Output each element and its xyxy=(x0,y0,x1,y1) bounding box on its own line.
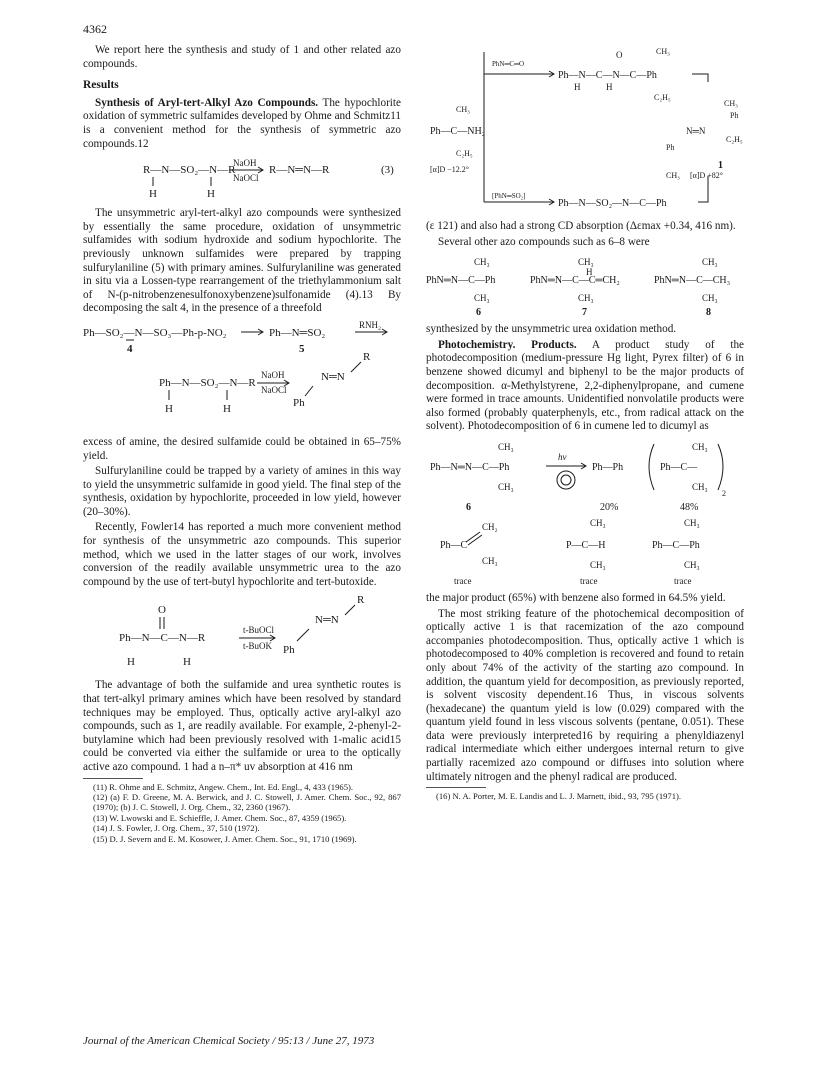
amine-ch3: CH₃ xyxy=(456,105,470,114)
scheme-1-synthesis xyxy=(426,44,744,216)
footnote-15: (15) D. J. Severn and E. M. Kosower, J. Amer. Chem. Soc., 91, 1710 (1969). xyxy=(93,833,357,844)
scheme-sulfurylaniline xyxy=(83,320,401,432)
urea-oxidation-scheme xyxy=(83,593,401,675)
photo-ch3-bot: CH₃ xyxy=(498,481,514,492)
footnote-16: (16) N. A. Porter, M. E. Landis and L. J. Marnett, ibid., 93, 795 (1971). xyxy=(436,791,682,802)
trace3-ch3-top: CH₃ xyxy=(684,517,700,528)
amine-c2h5: C₂H₅ xyxy=(456,149,473,158)
dicumyl-sub2: 2 xyxy=(722,488,726,498)
label-8: 8 xyxy=(706,307,711,319)
yield-dicumyl: 48% xyxy=(680,501,699,513)
synthesis-text: The hypochlorite oxidation of symmetric sulfamides developed by Ohme and Schmitz11 is a convenient method for the synthesis of symmetric azo compounds.12 xyxy=(83,96,401,150)
eq3-reactant: R—N—SO₂—N—R xyxy=(143,164,236,177)
scheme-h1: H xyxy=(165,402,173,415)
photolysis-scheme xyxy=(426,438,744,588)
scheme1-urea: Ph—N—C—N—C—Ph xyxy=(558,70,657,81)
dicumyl-ch3-bot: CH₃ xyxy=(692,481,708,492)
eq3-naocl: NaOCl xyxy=(233,173,259,184)
trace2-ch3-bot: CH₃ xyxy=(590,559,606,570)
footnote-12: (12) (a) F. D. Greene, M. A. Berwick, and J. C. Stowell, J. Amer. Chem. Soc., 92, 867 (1970); (b) J. C. Stowell, J. Org. Chem., 32, 2360 (1967). xyxy=(93,792,401,813)
dicumyl-yield-paragraph: the major product (65%) with benzene also formed in 64.5% yield. xyxy=(426,591,726,604)
photochem-text: A product study of the photodecomposition (medium-pressure Hg light, Pyrex filter) of 6 in benzene showed dicumyl and biphenyl to be the major products of decomposition. α-Methylstyrene, 2,2-diphenylpropane, and cumene were formed in trace amounts. Unidentified nonvolatile products were also formed (probably quaterphenyls, etc., from radical attack on the solvent). Photodecomposition of 6 in cumene led to dicumyl as xyxy=(426,338,745,433)
scheme1-sulfamide: Ph—N—SO₂—N—C—Ph xyxy=(558,198,667,209)
scheme1-amine: Ph—C—NH₂ xyxy=(430,126,486,137)
compound-8: PhN═N—C—CH₃ xyxy=(654,275,731,287)
scheme1-azo: N═N xyxy=(686,126,706,136)
urea-ch3: CH₃ xyxy=(656,47,670,56)
results-heading: Results xyxy=(83,79,119,92)
label-7: 7 xyxy=(582,307,587,319)
reagent-phnco: PhN═C═O xyxy=(492,60,525,68)
synthesis-paragraph xyxy=(83,97,401,151)
trace1-ch3: CH₃ xyxy=(482,555,498,566)
synthesis-subheading: Synthesis of Aryl-tert-Alkyl Azo Compounds. xyxy=(95,96,319,109)
urea-r: R xyxy=(357,594,365,607)
footnote-13: (13) W. Lwowski and E. Schieffle, J. Amer. Chem. Soc., 87, 4359 (1965). xyxy=(93,812,347,823)
trace2-ch3-top: CH₃ xyxy=(590,517,606,528)
azo-ch3: CH₃ xyxy=(724,99,738,108)
equation-3 xyxy=(83,155,401,203)
label-4: 4 xyxy=(127,342,133,355)
right-column xyxy=(426,44,744,802)
fowler-paragraph: Recently, Fowler14 has reported a much more convenient method for synthesis of the unsymmetric azo compounds. This superior method, which we used in the latter stages of our work, involves conversion of the readily available unsymmetric urea to the azo compound by the use of tert-butyl hypochlorite and tert-butoxide. xyxy=(83,521,401,588)
urea-structure: Ph—N—C—N—R xyxy=(119,632,206,645)
page-number: 4362 xyxy=(83,22,107,36)
scheme-h2: H xyxy=(223,402,231,415)
photo-hv: hν xyxy=(558,451,567,462)
azo-c2h5: C₂H₅ xyxy=(726,135,743,144)
urea-h2: H xyxy=(183,656,191,669)
photo-dicumyl: Ph—C— xyxy=(660,461,698,473)
urea-tbuok: t-BuOK xyxy=(243,641,272,652)
racemization-paragraph: The most striking feature of the photochemical decomposition of optically active 1 is that racemization of the azo compound accompanies photodecomposition. Thus, optically active 1 which is photodecomposed to 40% completion is recovered and found to retain only about 74% of the activity of the starting azo compound. In addition, the quantum yield for decomposition, as previously reported, is solvent viscosity dependent.16 Thus, in viscous solvents (hexadecane) the quantum yield is low (0.029) compared with the quantum yield found in less viscous solvents (pentane, 0.051). These data were previously interpreted16 by requiring a phenyldiazenyl radical intermediate which either undergoes internal return to give partially racemized azo compound or diffuses into solution where ultimately nitrogen and the phenyl radical are produced. xyxy=(426,607,744,783)
photo-biphenyl: Ph—Ph xyxy=(592,461,624,473)
photochem-paragraph xyxy=(426,339,744,434)
alpha-azo: [α]D +82° xyxy=(690,171,724,180)
c7-ch3-top: CH₃ xyxy=(578,257,594,268)
compound-7: PhN═N—C—C═CH₂ xyxy=(530,275,620,287)
yield-biphenyl: 20% xyxy=(600,501,619,513)
footnote-11: (11) R. Ohme and E. Schmitz, Angew. Chem., Int. Ed. Engl., 4, 433 (1965). xyxy=(93,781,354,792)
urea-o: O xyxy=(158,604,166,617)
dicumyl-ch3-top: CH₃ xyxy=(692,441,708,452)
urea-azo: N═N xyxy=(315,614,339,627)
cd-paragraph: (ε 121) and also had a strong CD absorption (Δεmax +0.34, 416 nm). xyxy=(426,220,736,232)
compound-6: PhN═N—C—Ph xyxy=(426,275,496,287)
footnotes-left xyxy=(83,782,401,844)
trace-label-3: trace xyxy=(674,575,692,586)
c8-ch3-top: CH₃ xyxy=(702,257,718,268)
trace-label-1: trace xyxy=(454,575,472,586)
scheme-azo-r: R xyxy=(363,350,371,363)
scheme-sulfurylaniline-5: Ph—N═SO₂ xyxy=(269,326,326,339)
eq3-number: (3) xyxy=(381,164,394,177)
trace2-cumene: P—C—H xyxy=(566,539,606,551)
scheme-naocl: NaOCl xyxy=(261,384,287,395)
scheme-azo-ph: Ph xyxy=(293,396,305,409)
footnote-rule xyxy=(83,778,143,779)
scheme-azo: N═N xyxy=(321,370,345,383)
eq3-h1: H xyxy=(149,188,157,201)
azo-ph-top: Ph xyxy=(730,111,739,120)
label-5: 5 xyxy=(299,342,305,355)
urea-h1: H xyxy=(127,656,135,669)
eq3-h2: H xyxy=(207,188,215,201)
eq3-product: R—N═N—R xyxy=(269,164,330,177)
c8-ch3-bot: CH₃ xyxy=(702,293,718,304)
alpha-amine: [α]D −12.2° xyxy=(430,165,470,174)
footnote-rule-right xyxy=(426,787,486,788)
compounds-6-8 xyxy=(426,253,744,319)
c6-ch3-top: CH₃ xyxy=(474,257,490,268)
c6-ch3-bot: CH₃ xyxy=(474,293,490,304)
photo-reactant-6: Ph—N═N—C—Ph xyxy=(430,461,510,473)
eq3-naoh: NaOH xyxy=(233,158,257,169)
urea-c2h5: C₂H₅ xyxy=(654,93,671,102)
urea-ph: Ph xyxy=(283,644,295,657)
urea-o-top: O xyxy=(616,50,623,60)
photo-label-6: 6 xyxy=(466,501,471,513)
yield-paragraph: excess of amine, the desired sulfamide could be obtained in 65–75% yield. xyxy=(83,435,401,462)
photochem-subheading: Photochemistry. Products. xyxy=(438,338,577,351)
scheme-rnh2: RNH₂ xyxy=(359,319,382,330)
trace3-diphenylpropane: Ph—C—Ph xyxy=(652,539,700,551)
reagent-phnso2: [PhN═SO₂] xyxy=(492,192,526,200)
urea-tbuocl: t-BuOCl xyxy=(243,625,275,636)
sulf-ch3: CH₃ xyxy=(666,171,680,180)
advantage-paragraph: The advantage of both the sulfamide and urea synthetic routes is that tert-alkyl primary amines which have been resolved by standard techniques may be employed. Thus, optically active aryl-alkyl azo compounds, such as 1, are readily available. For example, 2-phenyl-2-butylamine which had been previously resolved with 1-malic acid15 could be converted via either the sulfamide or urea to the optically active azo compound. 1 had a n–π* uv absorption at 416 nm xyxy=(83,679,401,773)
trace1-methylstyrene: Ph—C xyxy=(440,539,468,551)
other-azo-paragraph: Several other azo compounds such as 6–8 were xyxy=(438,235,650,248)
photo-ch3-top: CH₃ xyxy=(498,441,514,452)
urea-method-paragraph: synthesized by the unsymmetric urea oxidation method. xyxy=(426,323,677,336)
journal-footer: Journal of the American Chemical Society / 95:13 / June 27, 1973 xyxy=(83,1035,375,1047)
left-column xyxy=(83,44,401,844)
compound-1-label: 1 xyxy=(718,160,723,171)
urea-h-a: H xyxy=(574,82,581,92)
intro-paragraph: We report here the synthesis and study of 1 and other related azo compounds. xyxy=(83,44,401,70)
scheme-salt-4: Ph—SO₂—N—SO₃—Ph-p-NO₂ xyxy=(83,326,227,339)
footnote-14: (14) J. S. Fowler, J. Org. Chem., 37, 510 (1972). xyxy=(93,823,260,834)
sulfamide-paragraph: The unsymmetric aryl-tert-alkyl azo compounds were synthesized by essentially the same procedure, oxidation of unsymmetric sulfamides with sodium hydroxide and sodium hypochlorite. The previously unknown sulfamides were prepared by trapping sulfurylaniline (5) with primary amines. Sulfurylaniline was generated in situ via a Lossen-type rearrangement of the triethylammonium salt of N-(p-nitrobenzenesulfonoxybenzene)sulfonamide (4).13 By decomposing the salt 4, in the presence of a threefold xyxy=(83,207,401,315)
urea-h-b: H xyxy=(606,82,613,92)
trace3-ch3-bot: CH₃ xyxy=(684,559,700,570)
azo-ph: Ph xyxy=(666,143,675,152)
label-6: 6 xyxy=(476,307,481,319)
c7-h: H xyxy=(586,267,593,278)
trace-label-2: trace xyxy=(580,575,598,586)
c7-ch3-bot: CH₃ xyxy=(578,293,594,304)
trace1-ch2: CH₂ xyxy=(482,521,498,532)
trapping-paragraph: Sulfurylaniline could be trapped by a variety of amines in this way to yield the unsymmetric sulfamide in good yield. The final step of the synthesis, oxidation by hypochlorite, proceeded in low yield, however (20–30%). xyxy=(83,465,401,518)
scheme-sulfamide: Ph—N—SO₂—N—R xyxy=(159,376,256,389)
scheme-naoh: NaOH xyxy=(261,369,285,380)
